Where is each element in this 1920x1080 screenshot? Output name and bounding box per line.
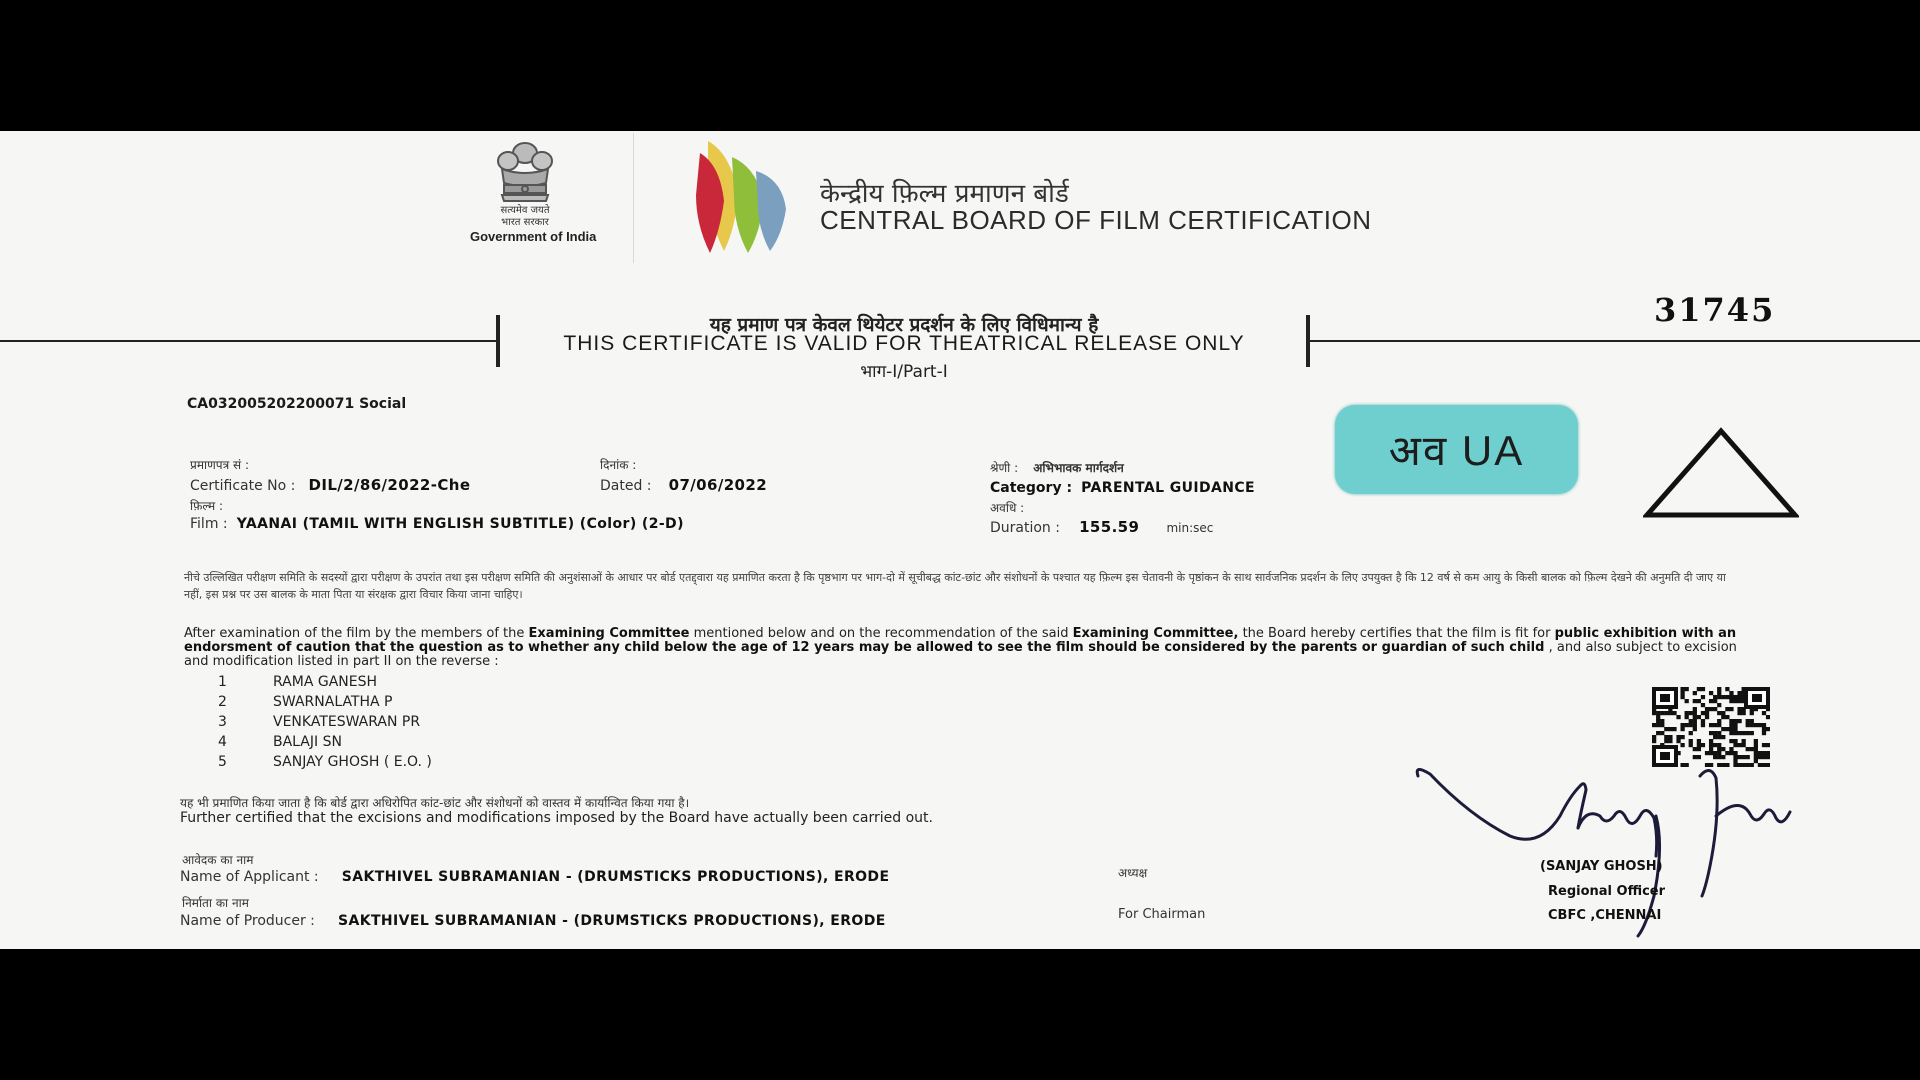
member-row — [218, 734, 432, 754]
qr-code-icon — [1652, 687, 1770, 767]
category-row — [990, 477, 1255, 496]
further-statement-english: Further certified that the excisions and modifications imposed by the Board have actually been carried out. — [180, 810, 933, 826]
applicant-label-hindi: आवेदक का नाम — [182, 853, 254, 867]
member-number: 2 — [218, 694, 227, 710]
category-label-hindi: श्रेणी : — [990, 461, 1019, 475]
member-row — [218, 754, 432, 774]
triangle-mark — [1643, 427, 1799, 523]
applicant-row — [180, 866, 889, 885]
category-value: PARENTAL GUIDANCE — [1081, 480, 1255, 496]
chairman-label-hindi: अध्यक्ष — [1118, 866, 1148, 880]
member-number: 5 — [218, 754, 227, 770]
serial-number: 31745 — [1654, 291, 1776, 329]
chairman-label: For Chairman — [1118, 907, 1206, 922]
emblem-motto: सत्यमेव जयते — [500, 205, 550, 216]
producer-name: SAKTHIVEL SUBRAMANIAN - (DRUMSTICKS PRODUCTIONS), ERODE — [338, 913, 886, 929]
statement-committee1: Examining Committee — [528, 626, 690, 641]
emblem-gov-english: Government of India — [470, 229, 597, 244]
committee-members — [218, 674, 432, 774]
officer-title: Regional Officer — [1548, 884, 1666, 899]
producer-label-hindi: निर्माता का नाम — [182, 896, 249, 910]
member-row — [218, 674, 432, 694]
producer-label: Name of Producer : — [180, 913, 315, 929]
triangle-icon — [1643, 427, 1799, 519]
certificate-label: Certificate No : — [190, 478, 296, 494]
duration-label-hindi: अवधि : — [990, 501, 1025, 515]
reference-number: CA032005202200071 Social — [187, 396, 407, 412]
film-title: YAANAI (TAMIL WITH ENGLISH SUBTITLE) (Color) (2-D) — [236, 516, 684, 532]
dated-label-hindi: दिनांक : — [600, 458, 637, 472]
member-name: SWARNALATHA P — [273, 694, 393, 710]
statement-caution: public exhibition with an endorsment of caution that the question as to whether any child below the age of 12 years may be allowed to see the film should be considered by the parents or guardian of such child — [184, 626, 1737, 655]
board-name-english: CENTRAL BOARD OF FILM CERTIFICATION — [820, 205, 1372, 235]
emblem-gov-hindi: भारत सरकार — [501, 217, 549, 228]
film-label-hindi: फ़िल्म : — [190, 499, 224, 513]
certificate-document — [0, 131, 1920, 949]
statement-committee2: Examining Committee, — [1072, 626, 1239, 641]
certificate-label-hindi: प्रमाणपत्र सं : — [190, 458, 250, 472]
member-row — [218, 694, 432, 714]
member-number: 3 — [218, 714, 227, 730]
statement-english — [184, 627, 1744, 669]
validity-hindi: यह प्रमाण पत्र केवल थियेटर प्रदर्शन के लिए विधिमान्य है — [709, 314, 1099, 336]
officer-name: (SANJAY GHOSH) — [1540, 859, 1663, 874]
further-statement-hindi: यह भी प्रमाणित किया जाता है कि बोर्ड द्वारा अधिरोपित कांट-छांट और संशोधनों को वास्तव में कार्यान्वित किया गया है। — [180, 796, 690, 810]
duration-row — [990, 517, 1213, 536]
cbfc-logo — [690, 131, 805, 260]
officer-office: CBFC ,CHENNAI — [1548, 908, 1662, 923]
header-divider — [633, 133, 634, 263]
dated-value: 07/06/2022 — [668, 476, 768, 494]
duration-value: 155.59 — [1079, 518, 1140, 536]
dated-row — [600, 475, 767, 494]
statement-part2: mentioned below and on the recommendation of the said — [689, 626, 1073, 641]
national-emblem — [470, 139, 597, 244]
duration-label: Duration : — [990, 520, 1060, 536]
member-name: SANJAY GHOSH ( E.O. ) — [273, 754, 432, 770]
member-number: 4 — [218, 734, 227, 750]
producer-row — [180, 910, 886, 929]
statement-hindi: नीचे उल्लिखित परीक्षण समिति के सदस्यों द्वारा परीक्षण के उपरांत तथा इस परीक्षण समिति की अनुशंसाओं के आधार पर बोर्ड एतद्द्वारा यह प्रमाणित करता है कि पृष्ठभाग पर भाग-दो में सूचीबद्ध कांट-छांट और संशोधनों के पश्चात यह फ़िल्म इस चेतावनी के पृष्ठांकन के साथ सार्वजनिक प्रदर्शन के लिए उपयुक्त है कि 12 वर्ष से कम आयु के किसी बालक को फ़िल्म देखने की अनुमति दी जाए या नहीं, इस प्रश्न पर उस बालक के माता पिता या संरक्षक द्वारा विचार किया जाना चाहिए। — [184, 571, 1726, 601]
film-strip-logo-icon — [690, 131, 805, 256]
member-name: RAMA GANESH — [273, 674, 378, 690]
part-label: भाग-I/Part-I — [860, 362, 948, 382]
category-value-hindi: अभिभावक मार्गदर्शन — [1033, 461, 1124, 475]
statement-part1: After examination of the film by the members of the — [184, 626, 529, 641]
applicant-name: SAKTHIVEL SUBRAMANIAN - (DRUMSTICKS PRODUCTIONS), ERODE — [341, 869, 890, 885]
member-row — [218, 714, 432, 734]
validity-english: THIS CERTIFICATE IS VALID FOR THEATRICAL RELEASE ONLY — [563, 332, 1245, 355]
duration-unit: min:sec — [1166, 521, 1214, 535]
film-row — [190, 513, 684, 532]
rating-badge: अव UA — [1335, 405, 1578, 494]
member-name: BALAJI SN — [273, 734, 342, 750]
lion-capital-icon — [490, 139, 560, 205]
member-name: VENKATESWARAN PR — [273, 714, 421, 730]
certificate-number: DIL/2/86/2022-Che — [308, 476, 471, 494]
board-name-hindi: केन्द्रीय फ़िल्म प्रमाणन बोर्ड — [820, 179, 1069, 209]
applicant-label: Name of Applicant : — [180, 869, 319, 885]
category-label: Category : — [990, 480, 1073, 496]
certificate-row — [190, 475, 470, 494]
category-row-hindi — [990, 457, 1124, 476]
statement-part3: the Board hereby certifies that the film is fit for — [1238, 626, 1555, 641]
statement-part4: , and also subject to excision and modification listed in part II on the reverse : — [184, 640, 1737, 669]
member-number: 1 — [218, 674, 227, 690]
film-label: Film : — [190, 516, 228, 532]
dated-label: Dated : — [600, 478, 652, 494]
